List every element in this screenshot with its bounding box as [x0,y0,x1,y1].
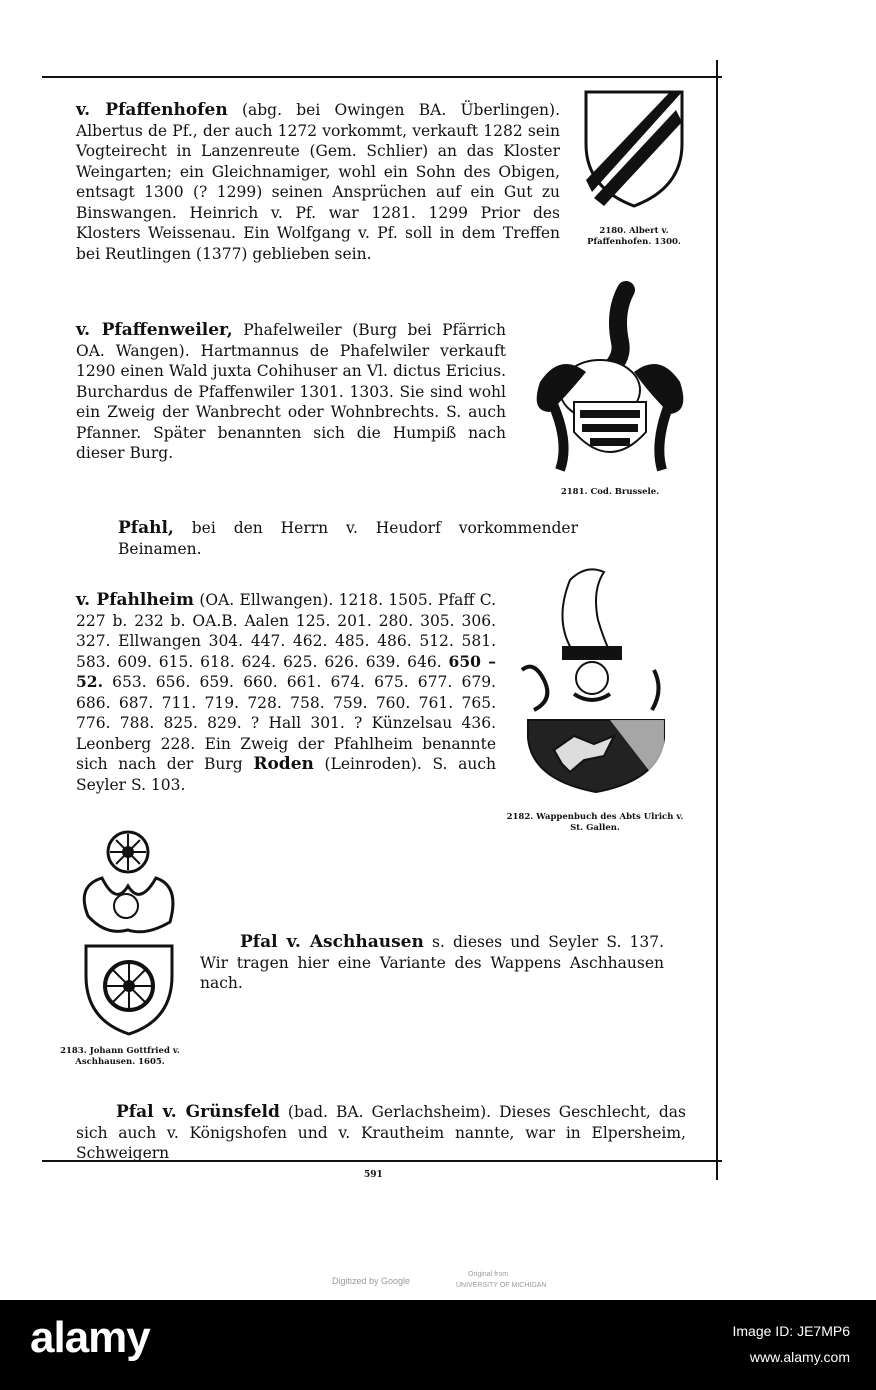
entry-pfahl [118,518,578,559]
figure-number: 2183. [60,1046,87,1056]
figure-caption: Albert v. Pfaffenhofen. 1300. [587,226,681,247]
shield-2180-image [582,88,686,210]
footer-digitized: Digitized by Google [332,1276,411,1286]
figure-number: 2181. [560,487,588,497]
figure-number: 2182. [506,812,534,822]
footer-university: UNIVERSITY OF MICHIGAN [456,1282,547,1289]
headword: v. Pfahlheim [76,590,194,610]
entry-text: s. dieses und Seyler S. 137. Wir tragen hier eine Variante des Wappens Aschhausen nach. [200,933,665,992]
entry-text: bei den Herrn v. Heudorf vorkommender Beinamen. [118,519,578,558]
entry-text: 653. 656. 659. 660. 661. 674. 675. 677. 679. 686. 687. 711. 719. 728. 758. 759. 760. 761. 765. 776. 788. 825. 829. ? Hall 301. ? Künzelsau 436. Leonberg 228. Ein Zweig der Pfahlheim benannte sich nach der Burg [76,673,496,773]
figure-2180-caption [576,226,692,248]
figure-2183-caption [58,1046,182,1068]
page-number: 591 [364,1170,383,1180]
entry-text: Phafelweiler (Burg bei Pfärrich OA. Wangen). Hartmannus de Phafelwiler verkauft 1290 einen Wald juxta Cohihuser an Vl. dictus Ericius. Burchardus de Pfaffenwiler 1301. 1303. Sie sind wohl ein Zweig der Wanbrecht oder Wohnbrechts. S. auch Pfanner. Später benannten sich die Humpiß nach dieser Burg. [76,321,506,462]
entry-text: (bad. BA. Gerlachsheim). Dieses Geschlecht, das sich auch v. Königshofen und v. Krautheim nannte, war in Elpersheim, Schweigern [76,1103,686,1162]
arms-2183-image [76,826,186,1040]
entry-pfaffenweiler [76,320,506,464]
stock-image-id: Image ID: JE7MP6 [732,1323,850,1339]
helm-crest-2181-image [530,282,690,478]
entry-pfaffenhofen [76,100,560,264]
entry-text: (OA. Ellwangen). 1218. 1505. Pfaff C. 227 b. 232 b. OA.B. Aalen 125. 201. 280. 305. 306. 327. Ellwangen 304. 447. 462. 485. 486. 512. 581. 583. 609. 615. 618. 624. 625. 626. 639. 646. [76,591,497,671]
emphasised-range: 650 – 52. [76,651,496,691]
footer-original-from: Original from [468,1271,509,1278]
figure-number: 2180. [599,226,627,236]
headword: v. Pfaffenhofen [76,100,228,120]
top-rule [42,76,722,78]
headword: Pfahl, [118,518,174,538]
figure-caption: Cod. Brussele. [590,487,660,497]
burg-name: Roden [253,754,314,774]
headword: Pfal v. Grünsfeld [116,1102,280,1122]
arms-2182-image [514,560,678,796]
right-rule [716,60,718,1180]
figure-2182-caption [500,812,690,834]
headword: v. Pfaffenweiler, [76,320,233,340]
entry-pfal-gruensfeld [76,1102,686,1164]
figure-caption: Johann Gottfried v. Aschhausen. 1605. [75,1046,180,1067]
headword: Pfal v. Aschhausen [240,932,424,952]
figure-2181-caption [530,487,690,498]
figure-caption: Wappenbuch des Abts Ulrich v. St. Gallen. [536,812,684,833]
entry-pfahlheim [76,590,496,795]
entry-text: (abg. bei Owingen BA. Überlingen). Albertus de Pf., der auch 1272 vorkommt, verkauft 1282 sein Vogteirecht in Lanzenreute (Gem. Schlier) an das Kloster Weingarten; ein Gleichnamiger, wohl ein Sohn des Obigen, entsagt 1300 (? 1299) seinen Ansprüchen auf ein Gut zu Binswangen. Heinrich v. Pf. war 1281. 1299 Prior des Klosters Weissenau. Ein Wolfgang v. Pf. soll in dem Treffen bei Reutlingen (1377) geblieben sein. [76,101,560,263]
stock-logo: alamy [30,1313,150,1362]
stock-url: www.alamy.com [749,1349,850,1365]
entry-pfal-aschhausen [200,932,664,994]
entry-text: (Leinroden). S. auch Seyler S. 103. [76,755,497,794]
